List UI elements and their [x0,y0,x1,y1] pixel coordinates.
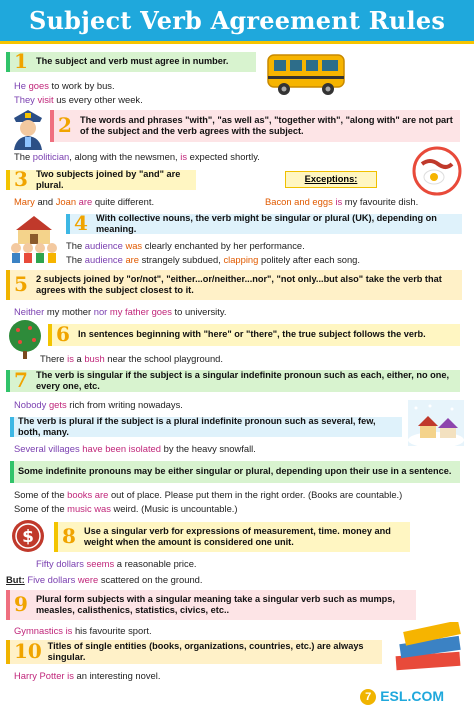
example-verb: is [65,625,73,636]
example-subject: Five dollars [27,574,76,585]
rule-text: The verb is singular if the subject is a singular indefinite pronoun such as each, either, no one, every one, etc. [36,369,450,391]
rule-number: 4 [74,211,88,236]
rule-text: Use a singular verb for expressions of measurement, time. money and weight when the amount is considered one unit. [84,525,391,547]
example-verb: is [67,670,74,681]
example-verb: goes [28,80,49,91]
example-verb: were [77,574,99,585]
rule-number: 10 [14,639,42,664]
school-bus-icon [266,51,346,97]
brand-name: ESL.COM [380,687,444,704]
rule-7-either [10,461,460,483]
example-2 [14,151,260,162]
bacon-and-eggs-icon [412,146,462,196]
brand-footer [360,688,444,705]
rule-number: 9 [14,592,28,617]
rule-number: 3 [14,167,28,192]
snowy-village-icon [408,400,464,446]
rule-number: 2 [58,113,72,138]
example-verb: gets [48,399,67,410]
example-text: a reasonable price. [114,558,197,569]
example-conjunction: Neither [14,306,45,317]
example-text: There [40,353,68,364]
example-text: by the heavy snowfall. [161,443,256,454]
brand-logo-icon: 7 [360,689,376,705]
rule-text: Some indefinite pronouns may be either singular or plural, depending upon their use in a sentence. [18,466,452,477]
example-3b [265,196,418,207]
example-verb: seems [86,558,115,569]
example-text: an interesting novel. [73,670,161,681]
example-text: , along with the newsmen, [69,151,181,162]
example-text: out of place. Please put them in the right order. (Books are countable.) [108,489,403,500]
example-3a [14,196,154,207]
example-text: rich from writing nowadays. [66,399,183,410]
example-1a [14,80,115,91]
rule-text: The words and phrases "with", "as well as", "together with", "along with" are not part of the subject and the verb agrees with the subject. [80,114,453,136]
example-text: Some of the [14,503,68,514]
rule-3 [6,167,196,192]
example-text: us every other week. [53,94,143,105]
example-4a [66,240,305,251]
example-text: and [34,196,56,207]
example-text: weird. (Music is uncountable.) [110,503,238,514]
example-verb: is [335,196,343,207]
school-children-icon [6,208,62,264]
example-10 [14,670,160,681]
dollar-icon [10,518,46,554]
example-9 [14,625,152,636]
example-verb: is [180,151,188,162]
rule-number: 1 [14,49,28,74]
example-7a [14,399,183,410]
example-subject: bush [84,353,105,364]
policeman-icon [8,106,48,150]
rule-7 [6,370,460,392]
example-text: to work by bus. [48,80,115,91]
example-subject: my father [109,306,149,317]
rule-1 [6,49,256,74]
rule-number: 7 [14,368,28,393]
example-verb: was [94,503,111,514]
rule-5 [6,270,462,300]
example-text: The [14,151,33,162]
example-7c2 [14,503,238,514]
rule-text: The subject and verb must agree in number. [36,56,229,67]
example-verb: was [125,240,143,251]
example-text: The [66,240,85,251]
books-icon [392,622,466,672]
exceptions-label: Exceptions: [285,171,377,188]
example-subject: Fifty dollars [36,558,84,569]
rule-7-plural [10,417,402,437]
example-text: politely after each song. [258,254,360,265]
rule-text: The verb is plural if the subject is a plural indefinite pronoun such as several, few, both, many. [18,415,376,437]
rule-number: 6 [56,322,70,347]
example-8b [6,574,202,585]
example-8a [36,558,197,569]
bush-icon [6,318,44,360]
example-verb: is [67,353,74,364]
example-subject: audience [84,240,123,251]
example-text: Some of the [14,489,68,500]
rule-2 [50,110,460,142]
example-text: quite different. [92,196,155,207]
svg-text:$: $ [22,527,34,547]
rule-10 [6,640,382,664]
example-verb: are [94,489,109,500]
example-text: near the school playground. [104,353,223,364]
rule-9 [6,590,416,620]
rule-6 [48,324,460,346]
example-subject: He [14,80,26,91]
example-subject: Several villages [14,443,80,454]
example-text: scattered on the ground. [98,574,203,585]
example-subject: Harry Potter [14,670,65,681]
but-label: But: [6,574,25,585]
rule-number: 5 [14,272,28,297]
example-6 [40,353,223,364]
example-verb: visit [37,94,54,105]
rule-number: 8 [62,524,76,549]
example-4b [66,254,360,265]
rule-text: In sentences beginning with "here" or "there", the true subject follows the verb. [78,329,426,340]
example-subject: music [67,503,92,514]
example-1b [14,94,143,105]
example-7b [14,443,256,454]
example-verb: goes [151,306,172,317]
example-text: expected shortly. [187,151,260,162]
rule-8 [54,522,410,552]
example-text: clearly enchanted by her performance. [142,240,305,251]
example-verb: are [78,196,93,207]
example-subject: Bacon and eggs [265,196,333,207]
example-subject: Mary [14,196,35,207]
example-conjunction: nor [93,306,108,317]
example-text: The [66,254,85,265]
example-subject: audience [84,254,123,265]
example-7c1 [14,489,402,500]
example-verb: clapping [223,254,259,265]
example-verb: have been isolated [82,443,161,454]
example-subject: Nobody [14,399,47,410]
rule-text: 2 subjects joined by "or/not", "either...or/neither...nor", "not only...but also" take the verb that agrees with the subject closest to it. [36,273,442,295]
example-subject: Gymnastics [14,625,63,636]
example-subject: politician [32,151,70,162]
example-subject: Joan [55,196,77,207]
example-text: to university. [171,306,227,317]
rule-text: Titles of single entities (books, organizations, countries, etc.) are always singular. [47,640,364,662]
example-text: his favourite sport. [72,625,152,636]
rule-4 [66,211,462,236]
rule-text: Two subjects joined by "and" are plural. [36,168,181,190]
example-text: strangely subdued, [139,254,224,265]
example-text: my favourite dish. [342,196,419,207]
example-text: a [73,353,85,364]
header-bar [0,0,474,44]
example-verb: are [125,254,139,265]
example-5 [14,306,226,317]
rule-text: Plural form subjects with a singular meaning take a singular verb such as mumps, measles, calisthenics, statistics, civics, etc.. [36,593,395,615]
example-text: my mother [44,306,94,317]
page-title: Subject Verb Agreement Rules [28,6,446,35]
example-subject: books [67,489,93,500]
example-subject: They [14,94,35,105]
rule-text: With collective nouns, the verb might be singular or plural (UK), depending on meaning. [96,212,437,234]
